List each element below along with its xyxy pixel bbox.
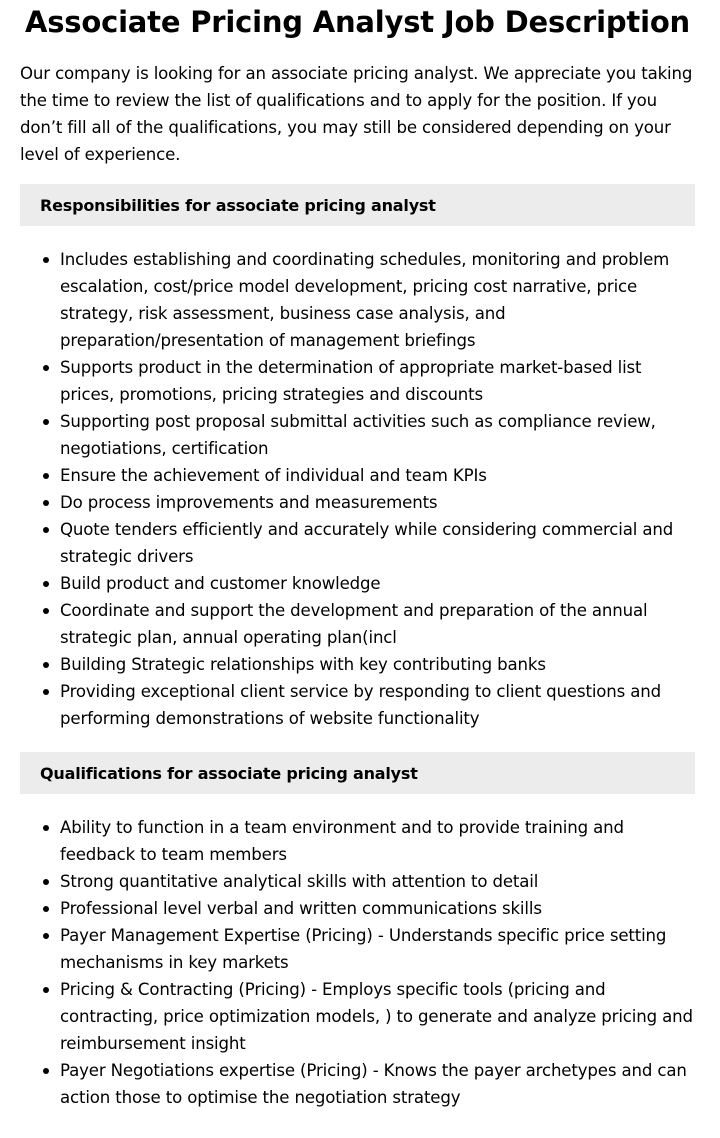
list-item: Pricing & Contracting (Pricing) - Employs specific tools (pricing and contracting, price optimization models, ) to generate and analyze pricing and reimbursement insight (60, 976, 695, 1057)
list-item: Payer Negotiations expertise (Pricing) - Knows the payer archetypes and can action those to optimise the negotiation strategy (60, 1057, 695, 1111)
list-item: Payer Management Expertise (Pricing) - Understands specific price setting mechanisms in key markets (60, 922, 695, 976)
list-item: Building Strategic relationships with key contributing banks (60, 651, 695, 678)
responsibilities-list (20, 246, 695, 732)
list-item: Strong quantitative analytical skills with attention to detail (60, 868, 695, 895)
list-item: Includes establishing and coordinating schedules, monitoring and problem escalation, cost/price model development, pricing cost narrative, price strategy, risk assessment, business case analysis, and preparation/presentation of management briefings (60, 246, 695, 354)
list-item: Providing exceptional client service by responding to client questions and performing demonstrations of website functionality (60, 678, 695, 732)
list-item: Supporting post proposal submittal activities such as compliance review, negotiations, certification (60, 408, 695, 462)
list-item: Ability to function in a team environment and to provide training and feedback to team members (60, 814, 695, 868)
list-item: Supports product in the determination of appropriate market-based list prices, promotions, pricing strategies and discounts (60, 354, 695, 408)
list-item: Do process improvements and measurements (60, 489, 695, 516)
list-item: Build product and customer knowledge (60, 570, 695, 597)
responsibilities-header: Responsibilities for associate pricing analyst (20, 184, 695, 226)
intro-paragraph: Our company is looking for an associate pricing analyst. We appreciate you taking the time to review the list of qualifications and to apply for the position. If you don’t fill all of the qualifications, you may still be considered depending on your level of experience. (20, 64, 693, 164)
qualifications-list (20, 814, 695, 1111)
page-title: Associate Pricing Analyst Job Description (24, 5, 690, 39)
list-item: Quote tenders efficiently and accurately while considering commercial and strategic drivers (60, 516, 695, 570)
list-item: Professional level verbal and written communications skills (60, 895, 695, 922)
list-item: Coordinate and support the development and preparation of the annual strategic plan, annual operating plan(incl (60, 597, 695, 651)
list-item: Ensure the achievement of individual and team KPIs (60, 462, 695, 489)
qualifications-header: Qualifications for associate pricing analyst (20, 752, 695, 794)
